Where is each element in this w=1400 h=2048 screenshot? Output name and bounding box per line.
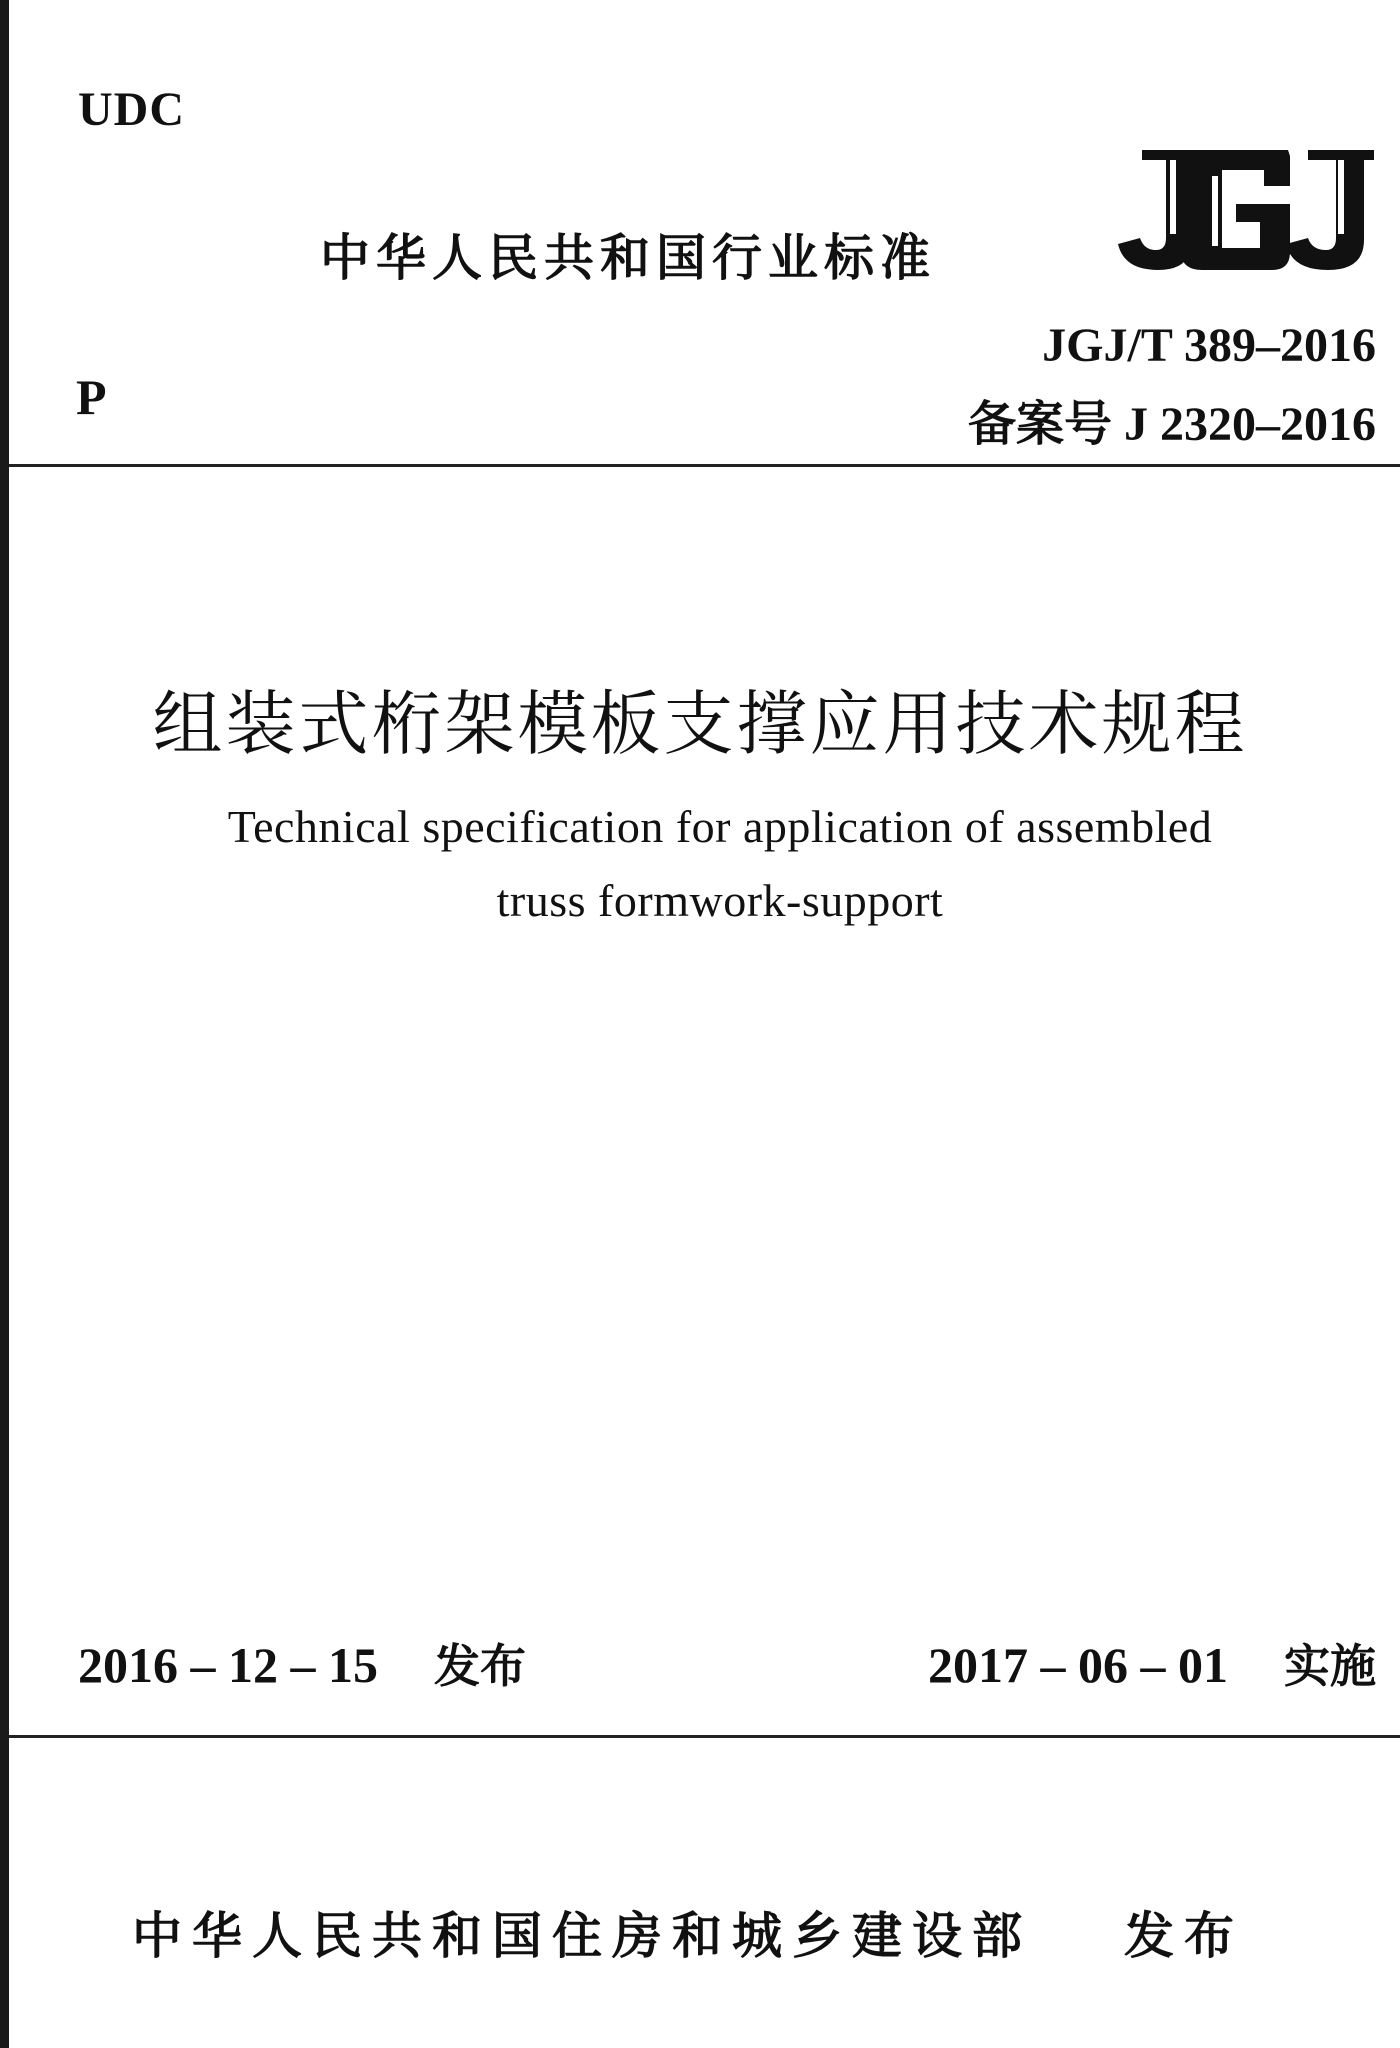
effective-label: 实施 bbox=[1284, 1639, 1376, 1693]
footer-divider bbox=[9, 1735, 1400, 1738]
publisher-block bbox=[132, 1896, 1244, 1968]
standard-type-title: 中华人民共和国行业标准 bbox=[320, 229, 936, 287]
standard-code: JGJ/T 389–2016 bbox=[1042, 319, 1376, 372]
header-divider bbox=[9, 464, 1400, 467]
issue-label: 发布 bbox=[434, 1639, 526, 1693]
title-english-line1: Technical specification for application of assembled bbox=[227, 801, 1213, 852]
publisher-name: 中华人民共和国住房和城乡建设部 bbox=[132, 1907, 1032, 1965]
classification-letter: P bbox=[76, 369, 107, 425]
jgj-logo bbox=[1112, 146, 1380, 274]
title-chinese: 组装式桁架模板支撑应用技术规程 bbox=[152, 683, 1248, 765]
effective-date: 2017 – 06 – 01 bbox=[928, 1637, 1228, 1693]
page-left-edge bbox=[0, 0, 9, 2048]
issue-date: 2016 – 12 – 15 bbox=[78, 1637, 378, 1693]
record-number: 备案号 J 2320–2016 bbox=[967, 398, 1376, 451]
title-english-line2: truss formwork-support bbox=[496, 875, 944, 926]
udc-label: UDC bbox=[78, 83, 185, 136]
issue-date-block bbox=[78, 1630, 526, 1696]
publisher-label: 发布 bbox=[1124, 1907, 1244, 1965]
effective-date-block bbox=[928, 1630, 1376, 1696]
